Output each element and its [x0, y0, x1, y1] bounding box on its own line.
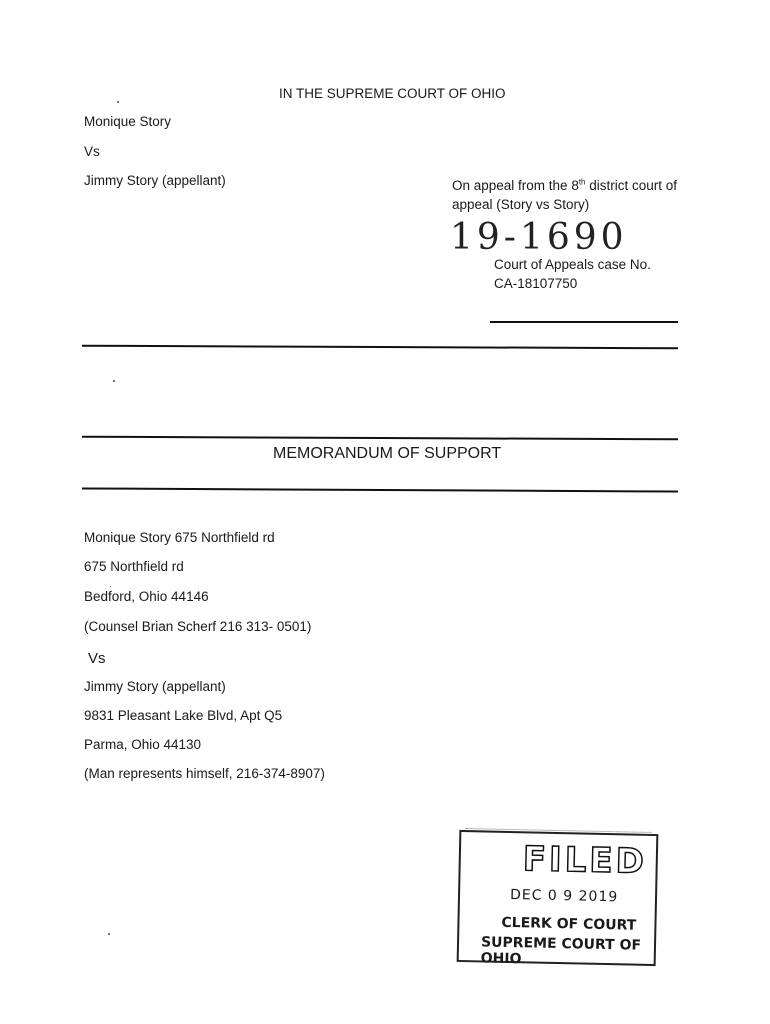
scan-speck — [113, 380, 115, 382]
caption-defendant: Jimmy Story (appellant) — [84, 173, 226, 188]
scan-speck — [117, 101, 119, 103]
stamp-filed-word: FILED — [522, 839, 648, 882]
parties-versus: Vs — [88, 650, 106, 667]
defendant-line-contact: (Man represents himself, 216-374-8907) — [84, 766, 325, 781]
scan-speck — [108, 933, 110, 935]
signature-line — [490, 321, 678, 323]
stamp-court: SUPREME COURT OF OHIO — [480, 934, 642, 968]
divider-rule-1 — [82, 345, 678, 350]
plaintiff-line-street: 675 Northfield rd — [84, 559, 184, 574]
caption-plaintiff: Monique Story — [84, 114, 172, 129]
case-number-stamp: 19-1690 — [450, 217, 628, 258]
divider-rule-2 — [82, 436, 678, 441]
appeal-text-after: district court of appeal (Story vs Story) — [452, 178, 678, 212]
defendant-line-street: 9831 Pleasant Lake Blvd, Apt Q5 — [84, 708, 283, 723]
appeal-text-before: On appeal from the 8 — [452, 178, 579, 193]
appeal-description — [452, 176, 692, 214]
case-number: CA-18107750 — [494, 276, 578, 291]
stamp-clerk: CLERK OF COURT — [501, 914, 637, 934]
case-label-block — [494, 255, 651, 293]
filed-stamp — [457, 830, 659, 966]
court-title: IN THE SUPREME COURT OF OHIO — [279, 86, 506, 101]
plaintiff-line-counsel: (Counsel Brian Scherf 216 313- 0501) — [84, 619, 312, 634]
defendant-line-name: Jimmy Story (appellant) — [84, 679, 226, 694]
caption-versus: Vs — [84, 144, 100, 159]
case-label: Court of Appeals case No. — [494, 257, 651, 272]
plaintiff-line-name: Monique Story 675 Northfield rd — [84, 530, 275, 545]
divider-rule-3 — [82, 487, 678, 492]
memorandum-title: MEMORANDUM OF SUPPORT — [273, 445, 502, 462]
stamp-edge — [465, 828, 651, 836]
scan-speck — [110, 586, 111, 587]
defendant-line-city: Parma, Ohio 44130 — [84, 737, 202, 752]
stamp-date: DEC 0 9 2019 — [509, 887, 619, 906]
plaintiff-line-city: Bedford, Ohio 44146 — [84, 589, 209, 604]
appeal-superscript: th — [578, 177, 586, 187]
